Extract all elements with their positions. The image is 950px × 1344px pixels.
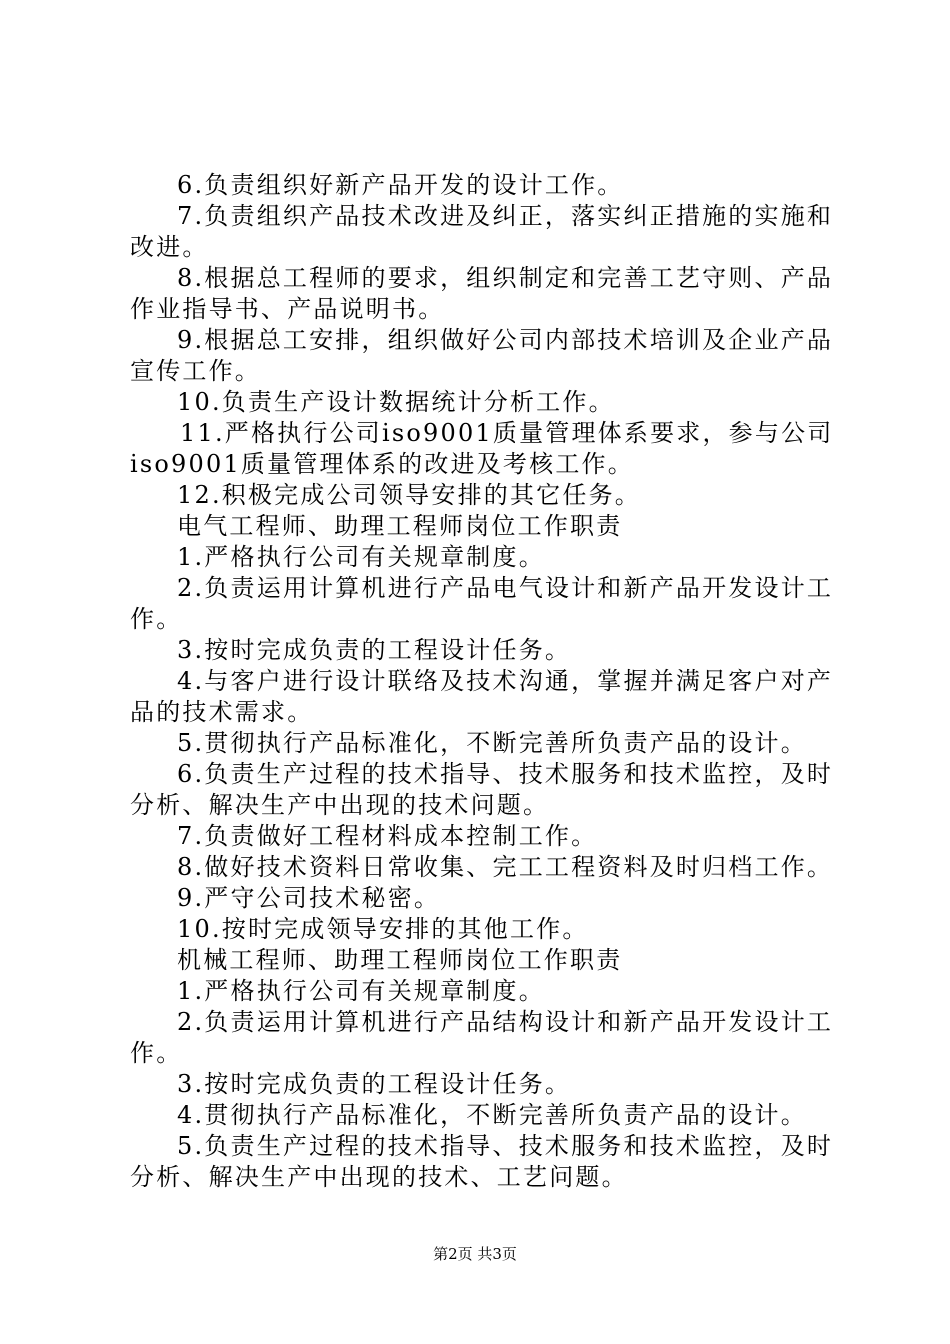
paragraph-line: 7.负责组织产品技术改进及纠正，落实纠正措施的实施和 xyxy=(177,202,834,230)
paragraph-line: 4.与客户进行设计联络及技术沟通，掌握并满足客户对产 xyxy=(177,667,834,695)
section-heading: 电气工程师、助理工程师岗位工作职责 xyxy=(177,512,623,540)
document-body xyxy=(130,170,834,1193)
paragraph-line: 3.按时完成负责的工程设计任务。 xyxy=(177,636,572,664)
paragraph-line: 11.严格执行公司iso9001质量管理体系要求，参与公司 xyxy=(180,419,834,447)
paragraph-line: 9.根据总工安排，组织做好公司内部技术培训及企业产品 xyxy=(177,326,834,354)
paragraph-line: 8.根据总工程师的要求，组织制定和完善工艺守则、产品 xyxy=(177,264,834,292)
section-heading: 机械工程师、助理工程师岗位工作职责 xyxy=(177,946,623,974)
paragraph-line: 作。 xyxy=(130,1039,183,1067)
paragraph-line: 2.负责运用计算机进行产品电气设计和新产品开发设计工 xyxy=(177,574,834,602)
paragraph-line: 2.负责运用计算机进行产品结构设计和新产品开发设计工 xyxy=(177,1008,834,1036)
paragraph-line: 品的技术需求。 xyxy=(130,698,314,726)
paragraph-line: 5.负责生产过程的技术指导、技术服务和技术监控，及时 xyxy=(177,1132,834,1160)
paragraph-line: 10.负责生产设计数据统计分析工作。 xyxy=(177,388,615,416)
paragraph-line: 1.严格执行公司有关规章制度。 xyxy=(177,543,545,571)
paragraph-line: 1.严格执行公司有关规章制度。 xyxy=(177,977,545,1005)
paragraph-line: iso9001质量管理体系的改进及考核工作。 xyxy=(130,450,634,478)
paragraph-line: 3.按时完成负责的工程设计任务。 xyxy=(177,1070,572,1098)
paragraph-line: 分析、解决生产中出现的技术、工艺问题。 xyxy=(130,1163,628,1191)
paragraph-line: 6.负责生产过程的技术指导、技术服务和技术监控，及时 xyxy=(177,760,834,788)
paragraph-line: 10.按时完成领导安排的其他工作。 xyxy=(177,915,589,943)
paragraph-line: 4.贯彻执行产品标准化，不断完善所负责产品的设计。 xyxy=(177,1101,807,1129)
paragraph-line: 作业指导书、产品说明书。 xyxy=(130,295,445,323)
paragraph-line: 8.做好技术资料日常收集、完工工程资料及时归档工作。 xyxy=(177,853,834,881)
paragraph-line: 5.贯彻执行产品标准化，不断完善所负责产品的设计。 xyxy=(177,729,807,757)
paragraph-line: 9.严守公司技术秘密。 xyxy=(177,884,441,912)
page-number-footer: 第2页 共3页 xyxy=(433,1245,517,1263)
paragraph-line: 12.积极完成公司领导安排的其它任务。 xyxy=(177,481,641,509)
paragraph-line: 作。 xyxy=(130,605,183,633)
paragraph-line: 分析、解决生产中出现的技术问题。 xyxy=(130,791,550,819)
paragraph-line: 宣传工作。 xyxy=(130,357,261,385)
paragraph-line: 7.负责做好工程材料成本控制工作。 xyxy=(177,822,598,850)
paragraph-line: 6.负责组织好新产品开发的设计工作。 xyxy=(177,171,624,199)
paragraph-line: 改进。 xyxy=(130,233,209,261)
